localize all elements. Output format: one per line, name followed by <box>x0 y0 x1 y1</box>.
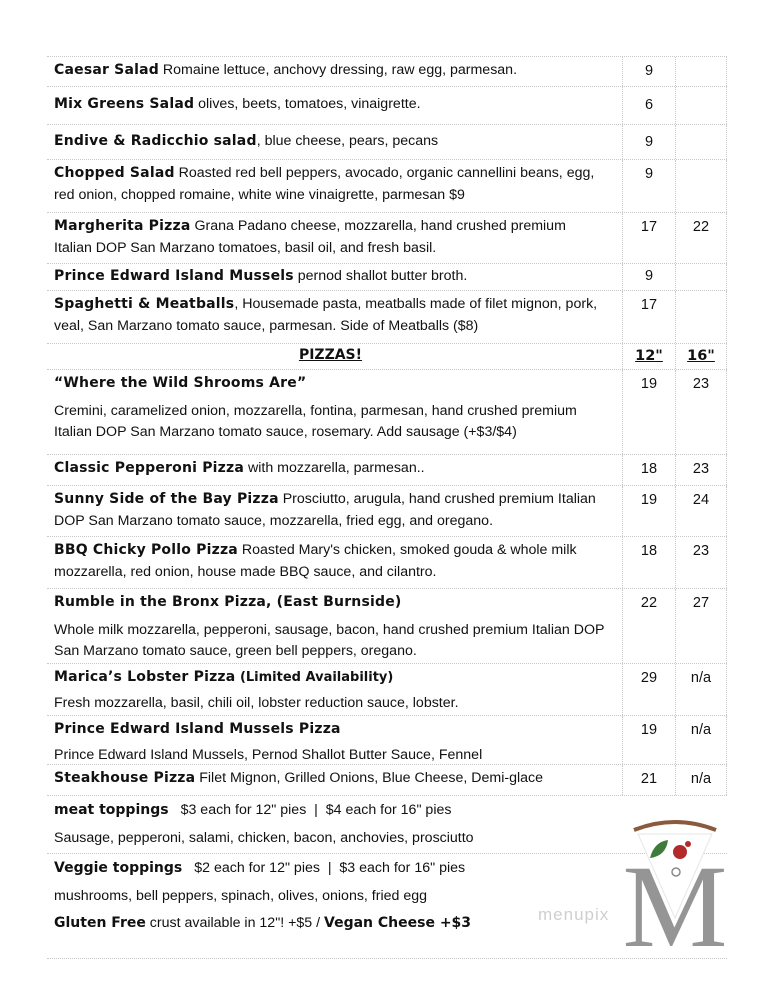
price-12: 29 <box>622 664 675 715</box>
price-16 <box>675 57 727 86</box>
price-12: 18 <box>622 537 675 588</box>
pizza-description: Prince Edward Island Mussels, Pernod Shallot Butter Sauce, Fennel <box>54 746 483 763</box>
pizza-name: Steakhouse Pizza <box>54 770 196 786</box>
size-12-header: 12" <box>622 344 675 369</box>
pizza-section-title: PIZZAS! <box>298 347 363 363</box>
pizza-name: “Where the Wild Shrooms Are” <box>54 375 307 391</box>
price-16 <box>675 160 727 212</box>
meat-toppings-list: Sausage, pepperoni, salami, chicken, bacon, anchovies, prosciutto <box>54 829 474 846</box>
pizza-description: Fresh mozzarella, basil, chili oil, lobster reduction sauce, lobster. <box>54 694 459 711</box>
price-16 <box>675 87 727 124</box>
gluten-free-text: crust available in 12"! +$5 / <box>145 915 325 931</box>
item-description: , blue cheese, pears, pecans <box>256 133 439 149</box>
price-16: 23 <box>675 370 727 454</box>
pizza-description: Filet Mignon, Grilled Onions, Blue Cheese, Demi-glace <box>195 770 544 786</box>
pizza-description: Cremini, caramelized onion, mozzarella, fontina, parmesan, hand crushed premium Italian DOP San Marzano tomato sauce, rosemary. Add sausage (+$3/$4) <box>54 402 577 440</box>
price-16: 27 <box>675 589 727 663</box>
menu-item <box>47 160 727 213</box>
price-16: n/a <box>675 716 727 764</box>
pizza-item <box>47 664 727 716</box>
veggie-toppings-price: $2 each for 12" pies | $3 each for 16" pies <box>194 860 466 876</box>
meat-toppings-price: $3 each for 12" pies | $4 each for 16" pies <box>180 802 452 818</box>
price-16 <box>675 125 727 159</box>
price-16: 22 <box>675 213 727 263</box>
menu-item <box>47 213 727 264</box>
item-description: Romaine lettuce, anchovy dressing, raw egg, parmesan. <box>158 62 518 78</box>
item-description: , Housemade pasta, meatballs made of filet mignon, pork, veal, San Marzano tomato sauce, parmesan. Side of Meatballs ($8) <box>54 296 598 334</box>
menupix-watermark: menupix <box>538 905 610 924</box>
pizza-name: Rumble in the Bronx Pizza, (East Burnside) <box>54 594 402 610</box>
pizza-header <box>47 344 727 370</box>
price-16 <box>675 264 727 290</box>
pizza-item <box>47 486 727 537</box>
price-12: 18 <box>622 455 675 485</box>
price-16: n/a <box>675 664 727 715</box>
menu-item <box>47 264 727 291</box>
pizza-item <box>47 370 727 455</box>
price-16: n/a <box>675 765 727 795</box>
pizza-note: (Limited Availability) <box>235 670 394 685</box>
price-16: 23 <box>675 537 727 588</box>
price-12: 19 <box>622 716 675 764</box>
pizza-description: Whole milk mozzarella, pepperoni, sausage, bacon, hand crushed premium Italian DOP San Marzano tomato sauce, green bell peppers, oregano. <box>54 621 605 659</box>
gluten-free-title: Gluten Free <box>54 915 146 931</box>
price-12: 9 <box>622 160 675 212</box>
price-12: 9 <box>622 264 675 290</box>
menu-item <box>47 56 727 87</box>
menu-table <box>47 56 727 939</box>
menu-item <box>47 87 727 125</box>
item-name: Chopped Salad <box>54 165 175 181</box>
price-12: 22 <box>622 589 675 663</box>
pizza-description: with mozzarella, parmesan.. <box>244 460 425 476</box>
pizza-item <box>47 455 727 486</box>
pizza-name: Prince Edward Island Mussels Pizza <box>54 721 341 737</box>
item-description: olives, beets, tomatoes, vinaigrette. <box>194 96 421 112</box>
pizza-description: Roasted Mary's chicken, smoked gouda & whole milk mozzarella, red onion, house made BBQ sauce, and cilantro. <box>54 542 577 580</box>
price-12: 21 <box>622 765 675 795</box>
vegan-cheese: Vegan Cheese +$3 <box>324 915 472 931</box>
veggie-toppings-title: Veggie toppings <box>54 860 183 876</box>
pizza-name: BBQ Chicky Pollo Pizza <box>54 542 238 558</box>
size-16-header: 16" <box>675 344 727 369</box>
price-16: 24 <box>675 486 727 536</box>
price-16 <box>675 291 727 343</box>
price-12: 6 <box>622 87 675 124</box>
logo-crust-arc <box>634 822 716 830</box>
meat-toppings-title: meat toppings <box>54 802 169 818</box>
price-12: 19 <box>622 486 675 536</box>
price-16: 23 <box>675 455 727 485</box>
pizza-name: Marica’s Lobster Pizza <box>54 669 236 685</box>
item-description: Roasted red bell peppers, avocado, organic cannellini beans, egg, red onion, chopped romaine, white wine vinaigrette, parmesan $9 <box>54 165 595 203</box>
pizza-item <box>47 589 727 664</box>
item-name: Mix Greens Salad <box>54 96 195 112</box>
item-description: pernod shallot butter broth. <box>293 268 468 284</box>
logo-letter: M <box>622 841 728 953</box>
price-12: 17 <box>622 291 675 343</box>
table-bottom-border <box>47 958 727 959</box>
item-name: Endive & Radicchio salad <box>54 133 257 149</box>
pizza-item <box>47 537 727 589</box>
pizza-description: Prosciutto, arugula, hand crushed premium Italian DOP San Marzano tomato sauce, mozzarella, fried egg, and oregano. <box>54 491 596 529</box>
pizza-name: Sunny Side of the Bay Pizza <box>54 491 279 507</box>
price-12: 17 <box>622 213 675 263</box>
veggie-toppings-list: mushrooms, bell peppers, spinach, olives, onions, fried egg <box>54 887 428 904</box>
price-12: 19 <box>622 370 675 454</box>
price-12: 9 <box>622 125 675 159</box>
item-name: Prince Edward Island Mussels <box>54 268 294 284</box>
item-name: Spaghetti & Meatballs <box>54 296 235 312</box>
pizza-name: Classic Pepperoni Pizza <box>54 460 245 476</box>
menu-item <box>47 291 727 344</box>
restaurant-logo <box>620 818 730 953</box>
item-name: Margherita Pizza <box>54 218 191 234</box>
pizza-item <box>47 765 727 796</box>
item-description: Grana Padano cheese, mozzarella, hand crushed premium Italian DOP San Marzano tomatoes, basil oil, and fresh basil. <box>54 218 566 256</box>
pizza-item <box>47 716 727 765</box>
menu-item <box>47 125 727 160</box>
item-name: Caesar Salad <box>54 62 159 78</box>
price-12: 9 <box>622 57 675 86</box>
